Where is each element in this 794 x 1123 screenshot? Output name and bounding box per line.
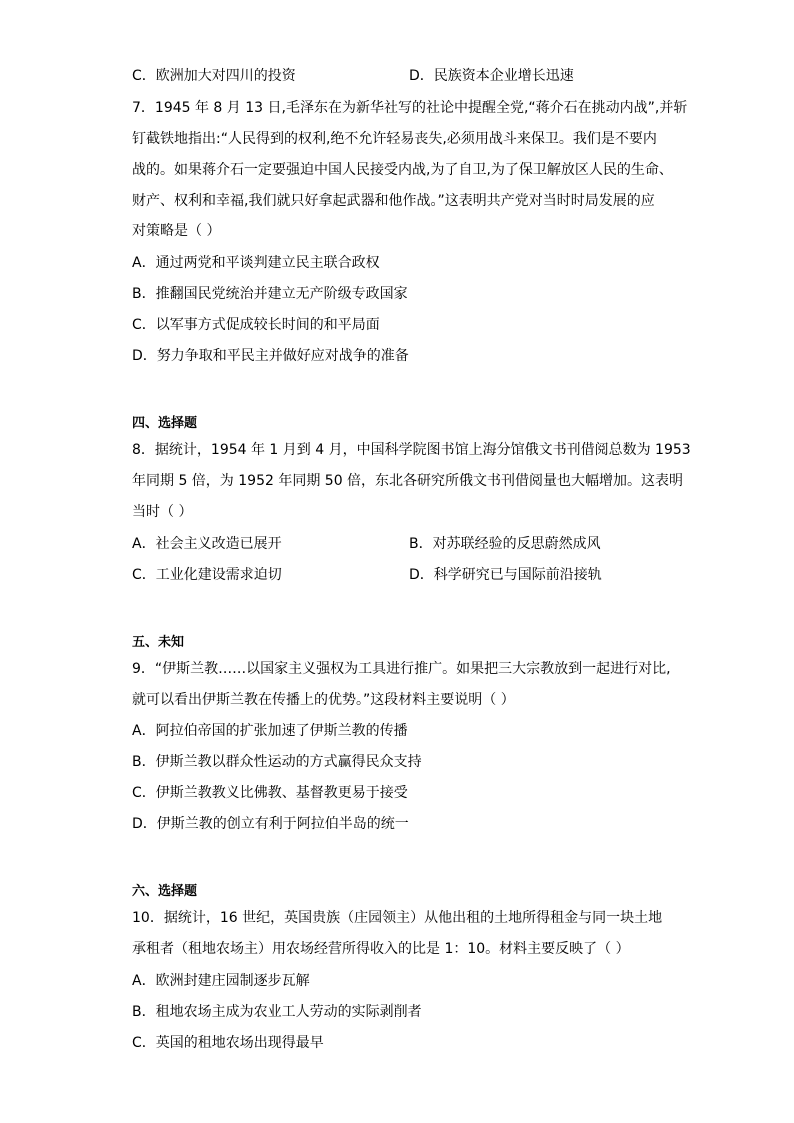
q7-stem-line-4: 财产、权利和幸福,我们就只好拿起武器和他作战。”这表明共产党对当时时局发展的应 xyxy=(132,193,655,209)
q9-stem-line-2: 就可以看出伊斯兰教在传播上的优势。”这段材料主要说明（ ） xyxy=(132,692,515,708)
q9-option-a: A．阿拉伯帝国的扩张加速了伊斯兰教的传播 xyxy=(132,723,408,739)
q6-option-d: D．民族资本企业增长迅速 xyxy=(409,68,574,84)
q8-option-c: C．工业化建设需求迫切 xyxy=(132,567,282,583)
q10-option-a: A．欧洲封建庄园制逐步瓦解 xyxy=(132,973,310,989)
q9-option-d: D．伊斯兰教的创立有利于阿拉伯半岛的统一 xyxy=(132,816,409,832)
q8-option-d: D．科学研究已与国际前沿接轨 xyxy=(409,567,602,583)
q7-stem-line-2: 钉截铁地指出:“人民得到的权利,绝不允许轻易丧失,必须用战斗来保卫。我们是不要内 xyxy=(132,131,657,147)
q7-option-c: C．以军事方式促成较长时间的和平局面 xyxy=(132,317,380,333)
section-6-title: 六、选择题 xyxy=(132,884,198,899)
q9-option-b: B．伊斯兰教以群众性运动的方式赢得民众支持 xyxy=(132,754,422,770)
section-5-title: 五、未知 xyxy=(132,635,185,650)
q7-option-d: D．努力争取和平民主并做好应对战争的准备 xyxy=(132,348,409,364)
q8-stem-line-3: 当时（ ） xyxy=(132,504,193,520)
q7-stem-line-3: 战的。如果蒋介石一定要强迫中国人民接受内战,为了自卫,为了保卫解放区人民的生命、 xyxy=(132,162,673,178)
q8-stem-line-2: 年同期 5 倍，为 1952 年同期 50 倍，东北各研究所俄文书刊借阅量也大幅增加。这表明 xyxy=(132,473,684,489)
q8-option-a: A．社会主义改造已展开 xyxy=(132,536,282,552)
q8-option-b: B．对苏联经验的反思蔚然成风 xyxy=(409,536,601,552)
q7-option-b: B．推翻国民党统治并建立无产阶级专政国家 xyxy=(132,286,408,302)
q10-option-c: C．英国的租地农场出现得最早 xyxy=(132,1035,324,1051)
q10-option-b: B．租地农场主成为农业工人劳动的实际剥削者 xyxy=(132,1004,422,1020)
q7-option-a: A．通过两党和平谈判建立民主联合政权 xyxy=(132,255,380,271)
q10-stem-line-2: 承租者（租地农场主）用农场经营所得收入的比是 1：10。材料主要反映了（ ） xyxy=(132,941,630,957)
q6-option-c: C．欧洲加大对四川的投资 xyxy=(132,68,296,84)
q8-stem-line-1: 8．据统计，1954 年 1 月到 4 月，中国科学院图书馆上海分馆俄文书刊借阅总数为 1953 xyxy=(132,442,691,458)
q7-stem-line-1: 7．1945 年 8 月 13 日,毛泽东在为新华社写的社论中提醒全党,“蒋介石在挑动内战”,并斩 xyxy=(132,100,688,116)
q10-stem-line-1: 10．据统计，16 世纪，英国贵族（庄园领主）从他出租的土地所得租金与同一块土地 xyxy=(132,910,663,926)
q7-stem-line-5: 对策略是（ ） xyxy=(132,223,221,239)
q9-option-c: C．伊斯兰教教义比佛教、基督教更易于接受 xyxy=(132,785,408,801)
q9-stem-line-1: 9．“伊斯兰教……以国家主义强权为工具进行推广。如果把三大宗教放到一起进行对比, xyxy=(132,661,671,677)
section-4-title: 四、选择题 xyxy=(132,416,198,431)
